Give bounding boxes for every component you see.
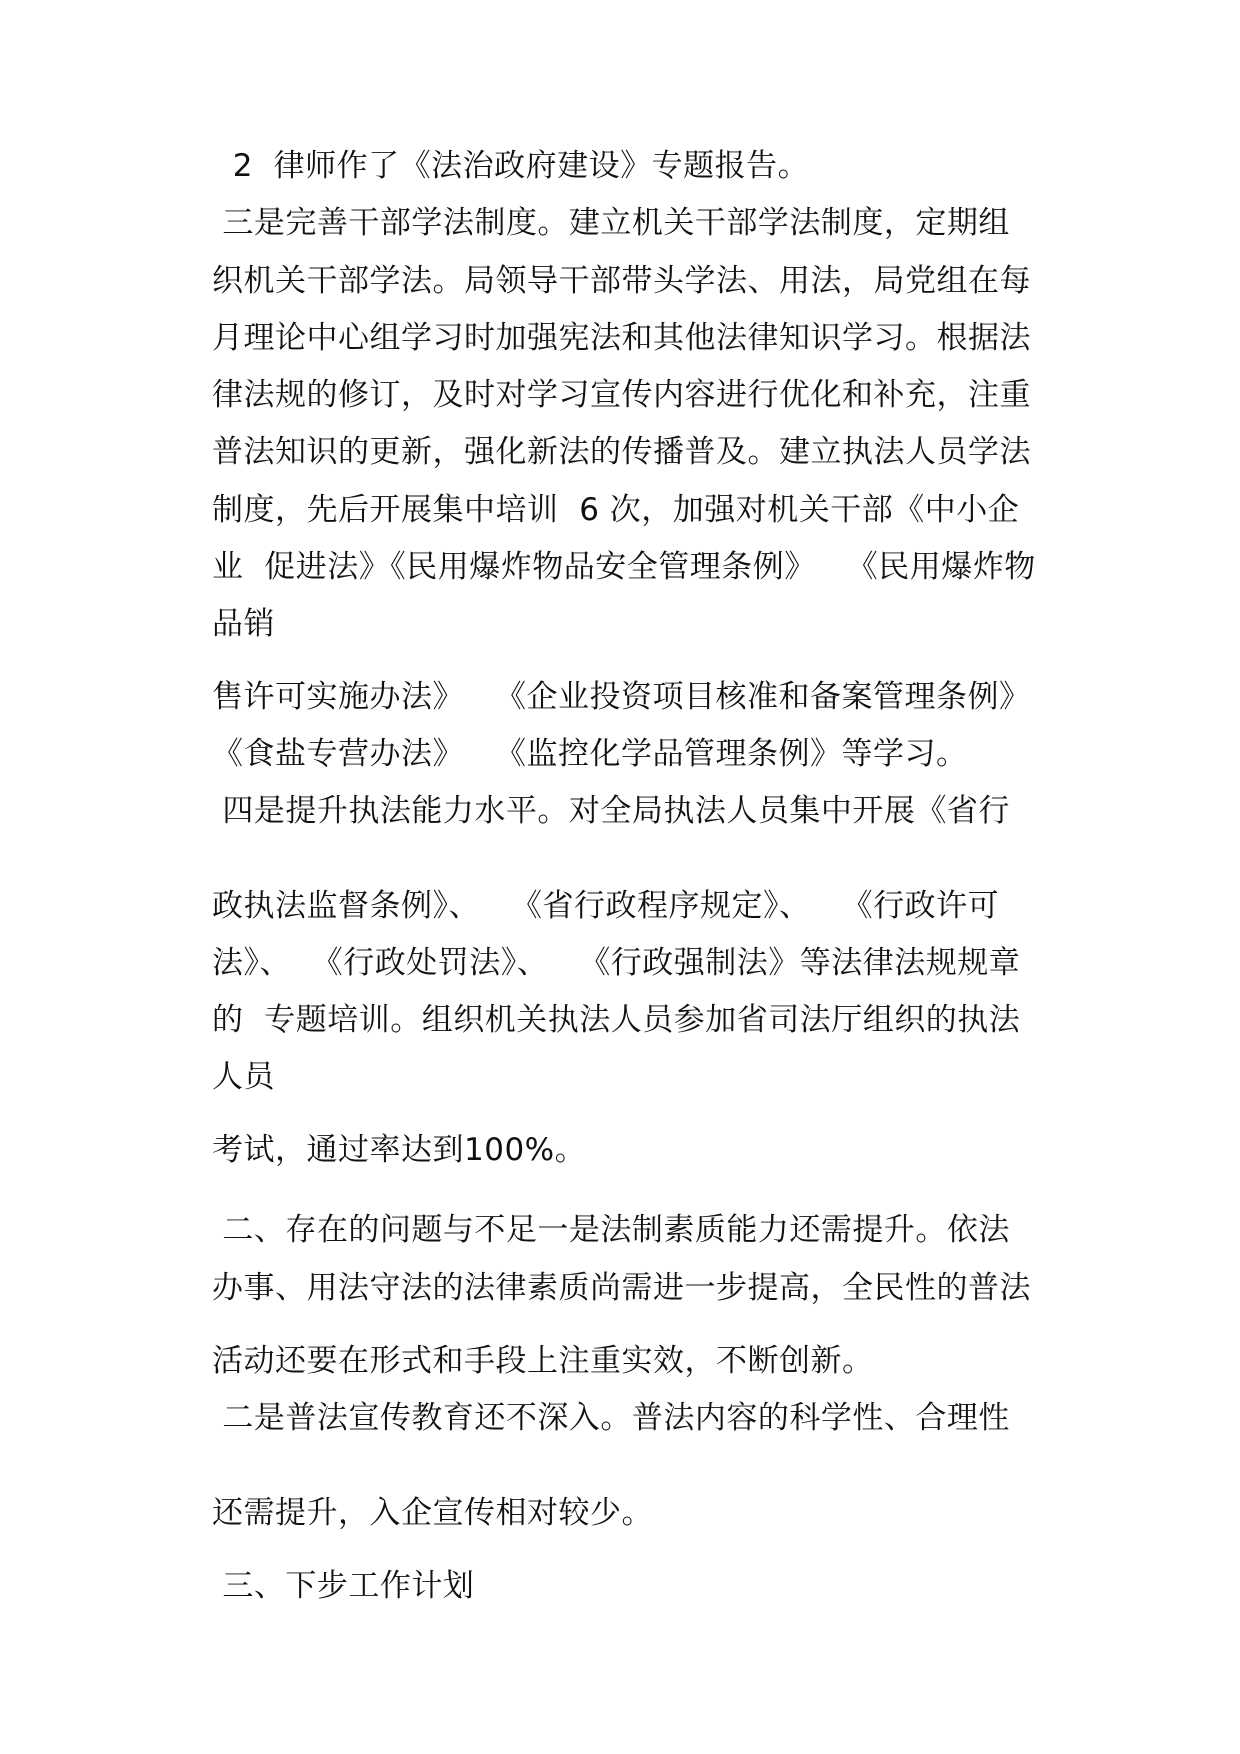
text-line: 法》、 《行政处罚法》、 《行政强制法》等法律法规规章	[212, 945, 1021, 981]
text-line: 售许可实施办法》 《企业投资项目核准和备案管理条例》	[212, 679, 1031, 715]
text-line: 三、下步工作计划	[212, 1568, 475, 1604]
text-line: 活动还要在形式和手段上注重实效，不断创新。	[212, 1343, 874, 1379]
text-line: 品销	[212, 606, 275, 642]
text-line: 《食盐专营办法》 《监控化学品管理条例》等学习。	[212, 736, 968, 772]
text-line: 律法规的修订，及时对学习宣传内容进行优化和补充，注重	[212, 377, 1031, 413]
text-line: 政执法监督条例》、 《省行政程序规定》、 《行政许可	[212, 888, 1000, 924]
text-line: 月理论中心组学习时加强宪法和其他法律知识学习。根据法	[212, 320, 1031, 356]
text-line: 的 专题培训。组织机关执法人员参加省司法厅组织的执法	[212, 1002, 1021, 1038]
text-line: 业 促进法》《民用爆炸物品安全管理条例》 《民用爆炸物	[212, 549, 1036, 585]
text-line: 二是普法宣传教育还不深入。普法内容的科学性、合理性	[212, 1400, 1010, 1436]
text-line: 四是提升执法能力水平。对全局执法人员集中开展《省行	[212, 793, 1010, 829]
text-line: 二、存在的问题与不足一是法制素质能力还需提升。依法	[212, 1212, 1010, 1248]
text-line: 人员	[212, 1059, 275, 1095]
text-line: 三是完善干部学法制度。建立机关干部学法制度，定期组	[212, 205, 1010, 241]
text-line: 织机关干部学法。局领导干部带头学法、用法，局党组在每	[212, 263, 1031, 299]
text-line: 考试，通过率达到100%。	[212, 1132, 587, 1168]
text-line: 制度，先后开展集中培训 6 次，加强对机关干部《中小企	[212, 492, 1020, 528]
text-line: 普法知识的更新，强化新法的传播普及。建立执法人员学法	[212, 434, 1031, 470]
text-line: 办事、用法守法的法律素质尚需进一步提高，全民性的普法	[212, 1270, 1031, 1306]
text-line: 2 律师作了《法治政府建设》专题报告。	[212, 148, 810, 184]
text-line: 还需提升，入企宣传相对较少。	[212, 1495, 653, 1531]
